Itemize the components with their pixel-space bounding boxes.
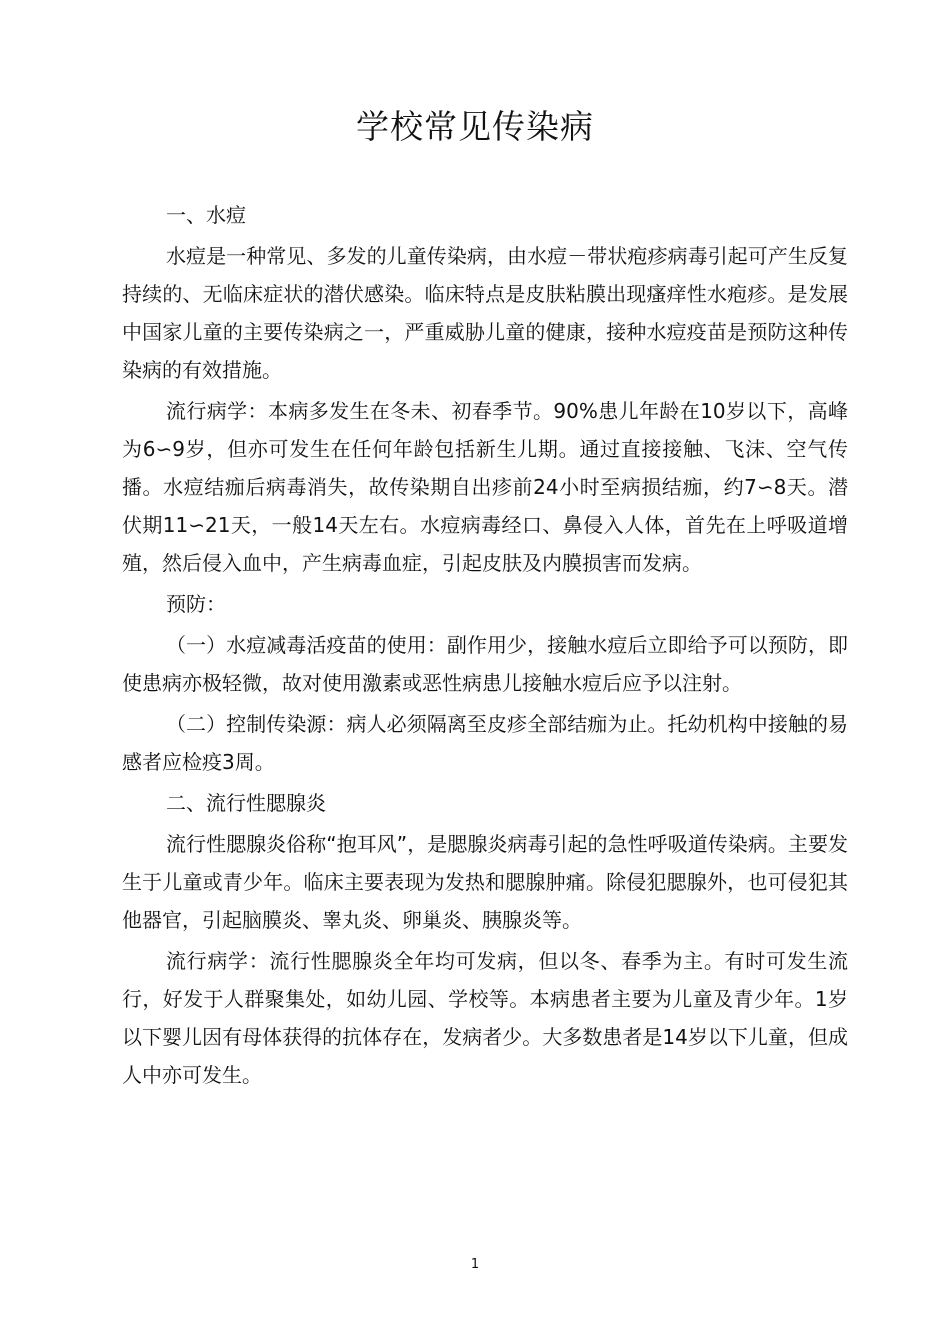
section-heading-mumps: 二、流行性腮腺炎 bbox=[166, 791, 326, 815]
paragraph-prevention-isolation: （二）控制传染源：病人必须隔离至皮疹全部结痂为止。托幼机构中接触的易感者应检疫3周。 bbox=[122, 712, 848, 774]
paragraph-mumps-epidemiology: 流行病学：流行性腮腺炎全年均可发病，但以冬、春季为主。有时可发生流行，好发于人群聚集处，如幼儿园、学校等。本病患者主要为儿童及青少年。1岁以下婴儿因有母体获得的抗体存在，发病者少。大多数患者是14岁以下儿童，但成人中亦可发生。 bbox=[122, 949, 848, 1087]
paragraph-varicella-intro: 水痘是一种常见、多发的儿童传染病，由水痘－带状疱疹病毒引起可产生反复持续的、无临床症状的潜伏感染。临床特点是皮肤粘膜出现瘙痒性水疱疹。是发展中国家儿童的主要传染病之一，严重威胁儿童的健康，接种水痘疫苗是预防这种传染病的有效措施。 bbox=[122, 244, 848, 382]
document-title: 学校常见传染病 bbox=[356, 107, 594, 146]
paragraph-prevention-heading: 预防： bbox=[166, 592, 226, 616]
paragraph-prevention-vaccine: （一）水痘减毒活疫苗的使用：副作用少，接触水痘后立即给予可以预防，即使患病亦极轻微，故对使用激素或恶性病患儿接触水痘后应予以注射。 bbox=[122, 633, 848, 695]
page-number: 1 bbox=[470, 1257, 480, 1272]
document-body bbox=[122, 196, 848, 1097]
paragraph-varicella-epidemiology: 流行病学：本病多发生在冬未、初春季节。90%患儿年龄在10岁以下，高峰为6∽9岁，但亦可发生在任何年龄包括新生儿期。通过直接接触、飞沫、空气传播。水痘结痂后病毒消失，故传染期自出疹前24小时至病损结痂，约7∽8天。潜伏期11∽21天，一般14天左右。水痘病毒经口、鼻侵入人体，首先在上呼吸道增殖，然后侵入血中，产生病毒血症，引起皮肤及内膜损害而发病。 bbox=[122, 399, 848, 575]
paragraph-mumps-intro: 流行性腮腺炎俗称“抱耳风”，是腮腺炎病毒引起的急性呼吸道传染病。主要发生于儿童或青少年。临床主要表现为发热和腮腺肿痛。除侵犯腮腺外，也可侵犯其他器官，引起脑膜炎、睾丸炎、卵巢炎、胰腺炎等。 bbox=[122, 832, 848, 932]
section-heading-varicella: 一、水痘 bbox=[166, 203, 246, 227]
